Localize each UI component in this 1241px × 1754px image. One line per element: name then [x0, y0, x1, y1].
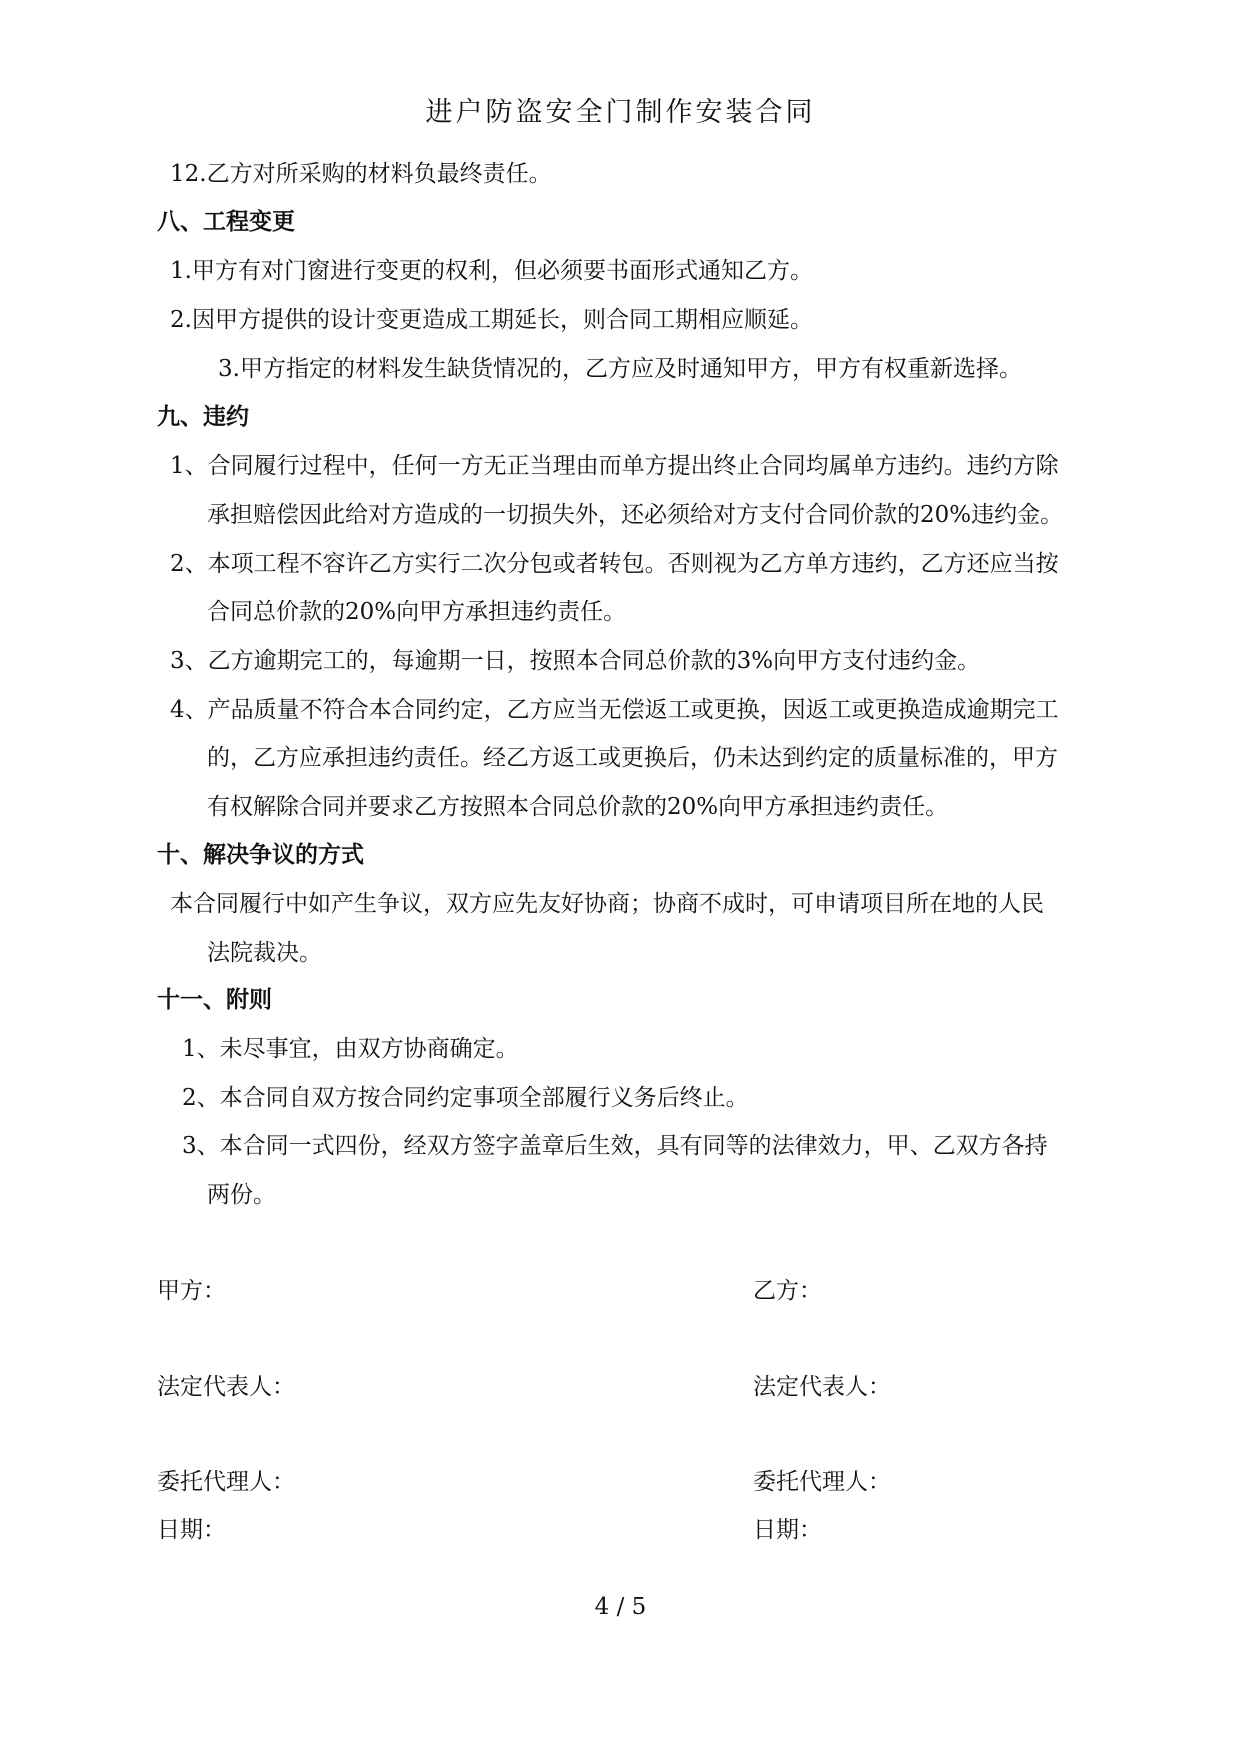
clause-8-3: 3.甲方指定的材料发生缺货情况的，乙方应及时通知甲方，甲方有权重新选择。 — [218, 356, 1022, 382]
clause-11-2: 2、本合同自双方按合同约定事项全部履行义务后终止。 — [182, 1085, 749, 1111]
clause-9-4-cont-1: 的，乙方应承担违约责任。经乙方返工或更换后，仍未达到约定的质量标准的，甲方 — [207, 745, 1058, 771]
date-b-label: 日期： — [753, 1517, 822, 1543]
section-9-heading: 九、违约 — [157, 404, 249, 430]
agent-a-label: 委托代理人： — [157, 1469, 295, 1495]
clause-10-cont: 法院裁决。 — [207, 940, 322, 966]
date-a-label: 日期： — [157, 1517, 226, 1543]
clause-7-12: 12.乙方对所采购的材料负最终责任。 — [170, 161, 552, 187]
party-a-label: 甲方： — [157, 1278, 226, 1304]
page-number: 4 / 5 — [594, 1594, 647, 1620]
clause-11-3: 3、本合同一式四份，经双方签字盖章后生效，具有同等的法律效力，甲、乙双方各持 — [182, 1133, 1048, 1159]
clause-9-4: 4、产品质量不符合本合同约定，乙方应当无偿返工或更换，因返工或更换造成逾期完工 — [170, 697, 1059, 723]
clause-9-3: 3、乙方逾期完工的，每逾期一日，按照本合同总价款的3%向甲方支付违约金。 — [170, 648, 981, 674]
clause-9-1-cont: 承担赔偿因此给对方造成的一切损失外，还必须给对方支付合同价款的20%违约金。 — [207, 502, 1064, 528]
clause-9-4-cont-2: 有权解除合同并要求乙方按照本合同总价款的20%向甲方承担违约责任。 — [207, 794, 949, 820]
section-8-heading: 八、工程变更 — [157, 209, 295, 235]
clause-9-2: 2、本项工程不容许乙方实行二次分包或者转包。否则视为乙方单方违约，乙方还应当按 — [170, 551, 1059, 577]
party-b-label: 乙方： — [753, 1278, 822, 1304]
clause-8-1: 1.甲方有对门窗进行变更的权利，但必须要书面形式通知乙方。 — [170, 258, 813, 284]
agent-b-label: 委托代理人： — [753, 1469, 891, 1495]
legal-rep-a-label: 法定代表人： — [157, 1374, 295, 1400]
clause-11-1: 1、未尽事宜，由双方协商确定。 — [182, 1036, 519, 1062]
clause-9-1: 1、合同履行过程中，任何一方无正当理由而单方提出终止合同均属单方违约。违约方除 — [170, 453, 1059, 479]
clause-10: 本合同履行中如产生争议，双方应先友好协商；协商不成时，可申请项目所在地的人民 — [170, 891, 1044, 917]
clause-8-2: 2.因甲方提供的设计变更造成工期延长，则合同工期相应顺延。 — [170, 307, 813, 333]
section-11-heading: 十一、附则 — [157, 987, 272, 1013]
section-10-heading: 十、解决争议的方式 — [157, 842, 364, 868]
document-title: 进户防盗安全门制作安装合同 — [425, 97, 816, 128]
legal-rep-b-label: 法定代表人： — [753, 1374, 891, 1400]
clause-11-3-cont: 两份。 — [207, 1182, 276, 1208]
clause-9-2-cont: 合同总价款的20%向甲方承担违约责任。 — [207, 599, 627, 625]
